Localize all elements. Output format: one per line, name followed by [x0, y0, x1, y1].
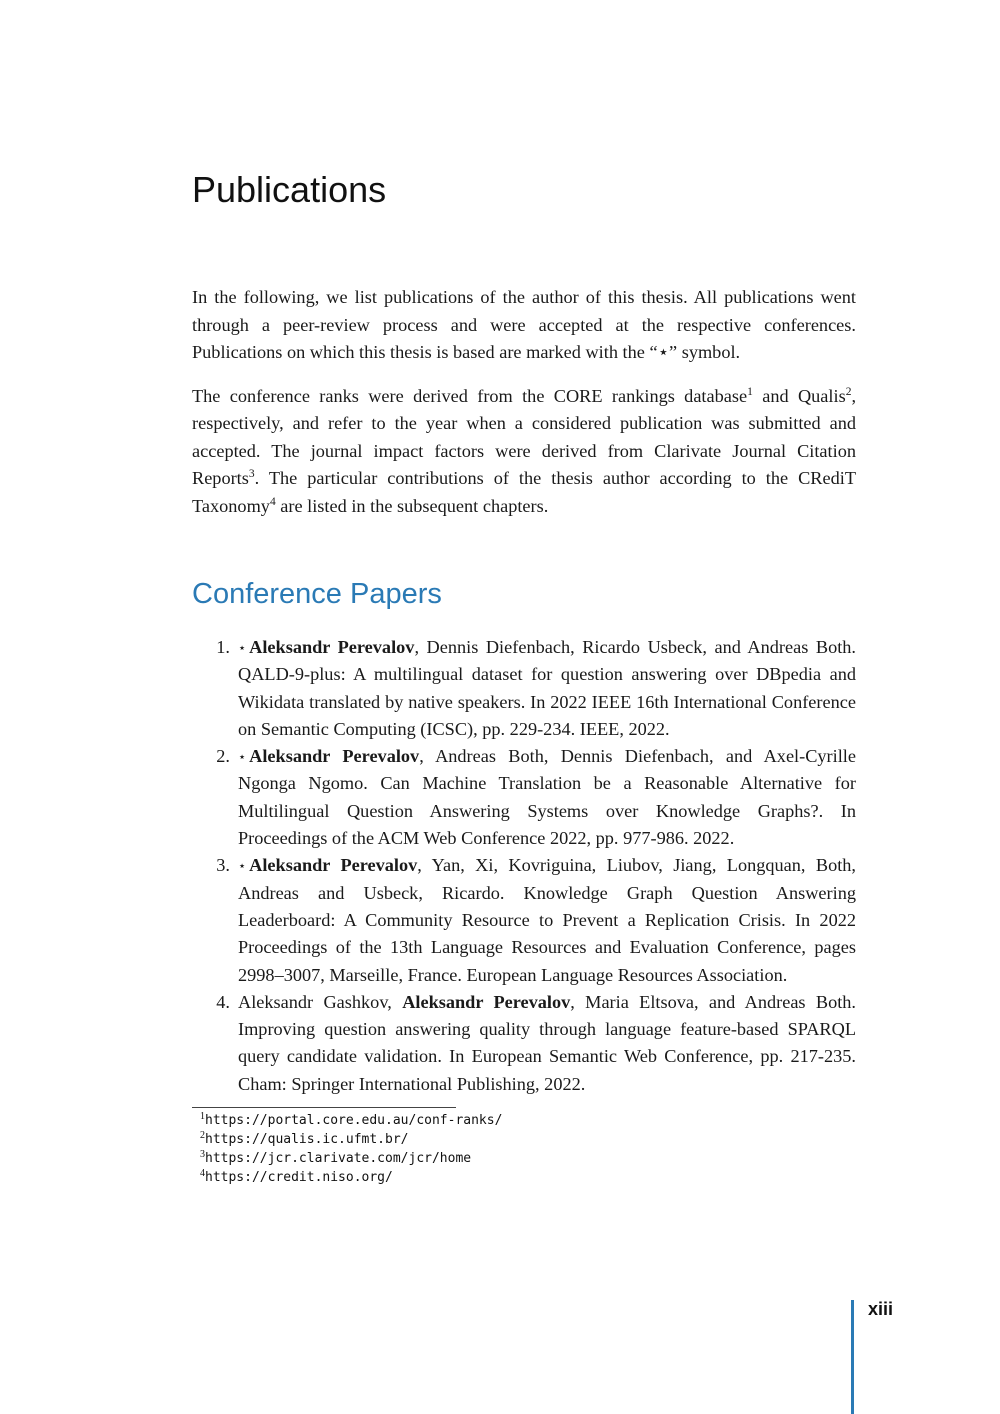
footnote-item: [200, 1111, 502, 1130]
footnote-ref-1[interactable]: 1: [747, 385, 753, 398]
thesis-author-name: Aleksandr Perevalov: [402, 991, 571, 1012]
publication-number-text: 4.: [216, 991, 230, 1012]
footnote-item: [200, 1168, 502, 1187]
publication-entry: [238, 852, 856, 988]
star-icon: ⋆: [238, 749, 247, 765]
publication-item: [192, 634, 856, 743]
footnote-mark: 1: [200, 1111, 205, 1122]
publication-number: [192, 634, 238, 743]
intro-paragraph-2: [192, 383, 856, 521]
publication-number-text: 2.: [216, 746, 230, 767]
publication-number-text: 1.: [216, 637, 230, 657]
footnote-ref-2[interactable]: 2: [845, 385, 852, 398]
intro-text-segment: The conference ranks were derived from the CORE rankings database: [192, 385, 748, 406]
footnote-mark: 3: [200, 1149, 205, 1160]
thesis-author-name: Aleksandr Perevalov: [249, 855, 418, 876]
publication-entry: [238, 989, 856, 1098]
thesis-author-name: Aleksandr Perevalov: [249, 637, 415, 657]
footnote-mark: 2: [200, 1130, 205, 1141]
star-icon: ⋆: [238, 640, 247, 655]
footnote-divider: [192, 1107, 456, 1108]
publication-lead-authors: Aleksandr Gashkov,: [238, 991, 403, 1012]
intro-text-segment: and Qualis: [752, 385, 846, 406]
publication-citation: , Dennis Diefenbach, Ricardo Usbeck, and Andreas Both. QALD-9-plus: A multilingual dataset for question answering over DBpedia and Wikidata translated by native speakers. In 2022 IEEE 16th International Conference on Semantic Computing (ICSC), pp. 229-234. IEEE, 2022.: [238, 637, 856, 739]
footnote-link[interactable]: https://portal.core.edu.au/conf-ranks/: [205, 1113, 503, 1128]
footnote-item: [200, 1149, 502, 1168]
footnote-ref-3[interactable]: 3: [248, 468, 255, 480]
thesis-author-name: Aleksandr Perevalov: [249, 746, 420, 767]
publication-item: [192, 989, 856, 1098]
publication-number-text: 3.: [216, 855, 230, 876]
publication-item: [192, 743, 856, 852]
footnote-link[interactable]: https://credit.niso.org/: [205, 1170, 393, 1185]
publication-number: [192, 989, 238, 1098]
footnotes: [200, 1111, 502, 1187]
footnote-link[interactable]: https://qualis.ic.ufmt.br/: [205, 1132, 409, 1147]
intro-text-segment: are listed in the subsequent chapters.: [275, 495, 549, 516]
section-heading-conference-papers: Conference Papers: [192, 578, 442, 610]
publication-item: [192, 852, 856, 988]
footnote-mark: 4: [200, 1168, 205, 1179]
publication-number: [192, 743, 238, 852]
star-icon: ⋆: [238, 858, 247, 874]
footnote-item: [200, 1130, 502, 1149]
intro-text-segment: . The particular contributions of the thesis author according to the CRediT Taxonomy: [192, 468, 856, 516]
publication-citation: , Andreas Both, Dennis Diefenbach, and Axel-Cyrille Ngonga Ngomo. Can Machine Translation be a Reasonable Alternative for Multilingual Question Answering Systems over Knowledge Graphs?. In Proceedings of the ACM Web Conference 2022, pp. 977-986. 2022.: [238, 746, 856, 849]
intro-paragraph-1: In the following, we list publications of the author of this thesis. All publications went through a peer-review process and were accepted at the respective conferences. Publications on which this thesis is based are marked with the “⋆” symbol.: [192, 287, 856, 362]
footnote-link[interactable]: https://jcr.clarivate.com/jcr/home: [205, 1151, 472, 1166]
page-title: Publications: [192, 169, 387, 210]
intro-text: [192, 284, 856, 536]
publication-number: [192, 852, 238, 988]
margin-accent-bar: [851, 1300, 854, 1414]
publication-citation: , Yan, Xi, Kovriguina, Liubov, Jiang, Longquan, Both, Andreas and Usbeck, Ricardo. Knowledge Graph Question Answering Leaderboard: A Community Resource to Prevent a Replication Crisis. In 2022 Proceedings of the 13th Language Resources and Evaluation Conference, pages 2998–3007, Marseille, France. European Language Resources Association.: [238, 855, 857, 985]
page-number: xiii: [868, 1299, 894, 1319]
intro-text-segment: , respectively, and refer to the year when a considered publication was submitted and accepted. The journal impact factors were derived from Clarivate Journal Citation Reports: [192, 385, 857, 488]
publication-list: [192, 634, 856, 1098]
publication-entry: [238, 634, 856, 743]
publication-citation: , Maria Eltsova, and Andreas Both. Improving question answering quality through language feature-based SPARQL query candidate validation. In European Semantic Web Conference, pp. 217-235. Cham: Springer International Publishing, 2022.: [238, 991, 857, 1094]
publication-entry: [238, 743, 856, 852]
footnote-ref-4[interactable]: 4: [269, 495, 276, 508]
